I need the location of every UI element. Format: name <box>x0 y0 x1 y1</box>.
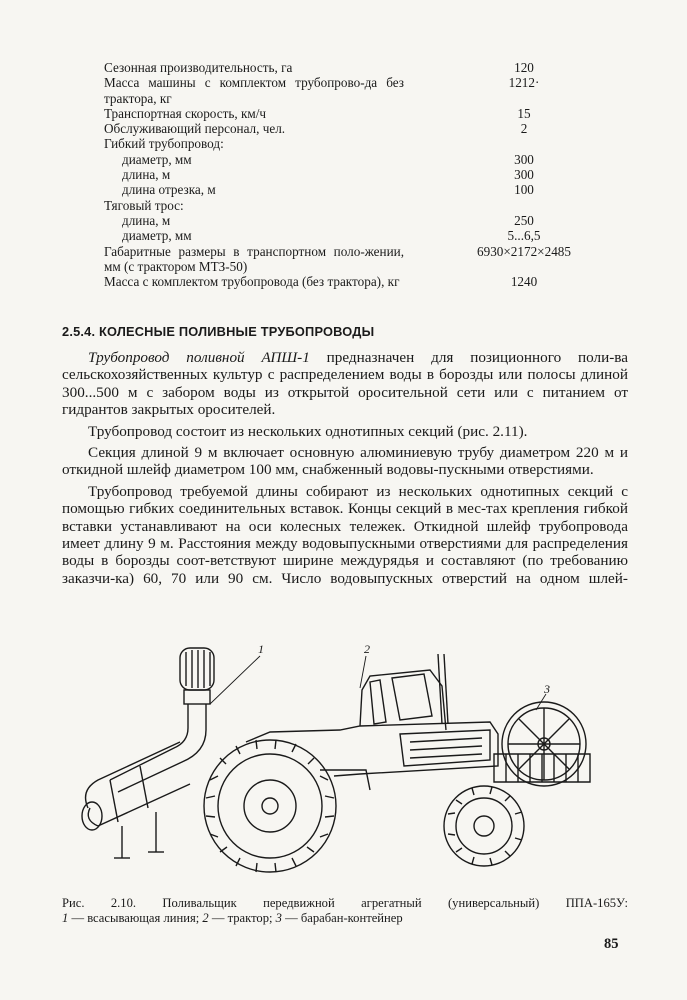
spec-label: длина отрезка, м <box>122 182 216 198</box>
section-heading: 2.5.4. КОЛЕСНЫЕ ПОЛИВНЫЕ ТРУБОПРОВОДЫ <box>62 324 375 339</box>
spec-row <box>104 274 574 289</box>
spec-value: 15 <box>517 105 531 121</box>
spec-value: 120 <box>514 60 534 75</box>
paragraph: Секция длиной 9 м включает основную алюминиевую трубу диаметром 220 м и откидной шлейф диаметром 100 мм, снабженный водовы-пускными отверстиями. <box>62 444 628 479</box>
drum-container <box>494 702 590 786</box>
page-number: 85 <box>604 936 619 952</box>
callout-3: 3 <box>544 682 550 696</box>
spec-label: Тяговый трос: <box>104 197 184 213</box>
spec-row <box>104 213 574 228</box>
spec-row <box>104 121 574 136</box>
spec-label: Гибкий трубопровод: <box>104 136 224 152</box>
spec-label: Масса машины с комплектом трубопрово-да без трактора, кг <box>104 75 404 106</box>
caption-legend <box>62 911 628 926</box>
spec-label: Сезонная производительность, га <box>104 60 293 75</box>
spec-row <box>104 182 574 197</box>
figure-caption <box>62 896 628 926</box>
suction-pipe <box>82 742 190 858</box>
paragraph: Трубопровод требуемой длины собирают из нескольких однотипных секций с помощью гибких соединительных вставок. Концы секций в мес-тах крепления гибкой вставки устанавливают на оси колесных тележек. Откидной шлейф трубопровода имеет длину 9 м. Расстояния между водовыпускными отверстиями для распределения воды в борозды соот-ветствуют ширине междурядья и составляют (по требованию заказчи-ка) 60, 70 или 90 см. Число водовыпускных отверстий на одном шлей- <box>62 482 628 587</box>
spec-label: диаметр, мм <box>122 228 192 244</box>
spec-value: 1212· <box>508 75 540 91</box>
spec-label: Обслуживающий персонал, чел. <box>104 121 286 137</box>
callout-1: 1 <box>258 642 264 656</box>
spec-row <box>104 152 574 167</box>
legend-text: — трактор; <box>208 911 276 925</box>
spec-row <box>104 106 574 121</box>
spec-row <box>104 198 574 213</box>
suction-filter <box>110 648 214 792</box>
spec-label: диаметр, мм <box>122 151 192 167</box>
callout-lines <box>210 656 546 710</box>
spec-label: Транспортная скорость, км/ч <box>104 105 266 121</box>
callout-2: 2 <box>364 642 370 656</box>
spec-value: 100 <box>514 182 534 198</box>
spec-value: 6930×2172×2485 <box>477 243 571 259</box>
rear-wheel <box>204 740 336 872</box>
spec-label: Габаритные размеры в транспортном поло-жении, мм (с трактором МТЗ-50) <box>104 243 404 274</box>
spec-row <box>104 136 574 151</box>
paragraph-text: предназначен для позиционного поли-ва сельскохозяйственных культур с распределением воды в борозды или полосы длиной 300...500 м с забором воды из открытой оросительной сети или с питанием от гидрантов закрытых оросителей. <box>62 349 629 419</box>
spec-row <box>104 60 574 75</box>
legend-text: — барабан-контейнер <box>281 911 403 925</box>
spec-value: 300 <box>514 167 534 183</box>
spec-label: длина, м <box>122 167 171 183</box>
spec-row <box>104 244 574 275</box>
tractor-drawing <box>70 630 630 892</box>
spec-value: 250 <box>514 212 534 228</box>
spec-label: Масса с комплектом трубопровода (без трактора), кг <box>104 274 400 290</box>
spec-label: длина, м <box>122 212 171 228</box>
legend-number: 2 <box>202 911 209 925</box>
spec-value: 1240 <box>510 274 538 290</box>
figure-illustration <box>70 630 630 892</box>
spec-row <box>104 75 574 106</box>
spec-row <box>104 228 574 243</box>
caption-title: Рис. 2.10. Поливальщик передвижной агрегатный (универсальный) ППА-165У: <box>62 896 628 910</box>
spec-value: 300 <box>514 151 534 167</box>
paragraph <box>62 349 628 419</box>
body-text <box>62 349 628 591</box>
front-wheel <box>444 786 524 866</box>
legend-number: 3 <box>275 911 282 925</box>
spec-row <box>104 167 574 182</box>
italic-term: Трубопровод поливной АПШ-1 <box>88 349 310 366</box>
tractor-body <box>246 654 498 790</box>
spec-value: 2 <box>520 121 528 137</box>
legend-text: — всасывающая линия; <box>68 911 203 925</box>
spec-table <box>104 60 574 289</box>
legend-number: 1 <box>62 911 69 925</box>
spec-value: 5...6,5 <box>507 228 541 244</box>
paragraph: Трубопровод состоит из нескольких однотипных секций (рис. 2.11). <box>88 422 528 440</box>
